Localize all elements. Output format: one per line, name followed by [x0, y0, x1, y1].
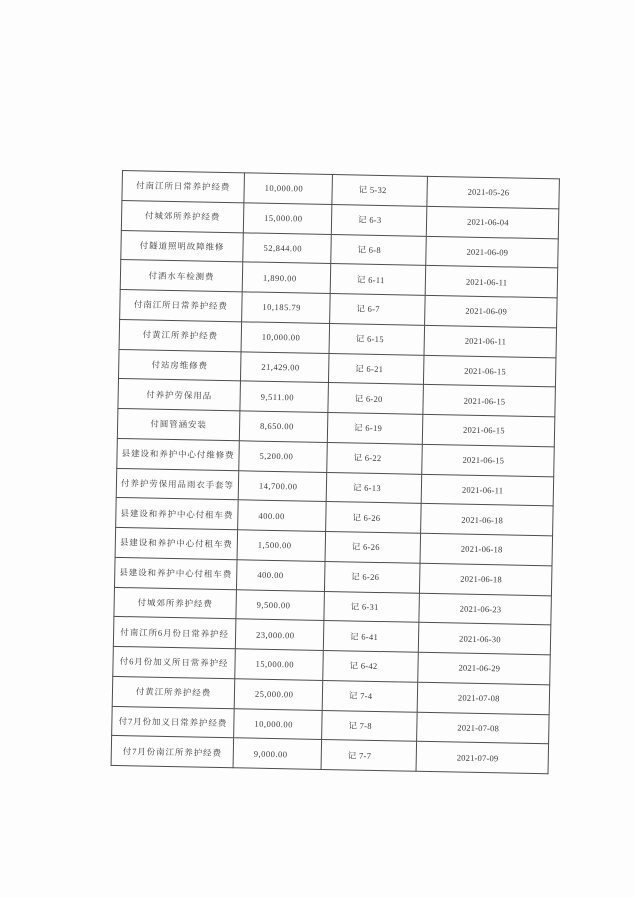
date-cell: 2021-07-08 [417, 712, 550, 744]
date-cell: 2021-06-15 [423, 385, 556, 417]
date-cell: 2021-06-11 [425, 266, 558, 298]
description-cell: 付7月份南江所养护经费 [111, 736, 234, 768]
description-cell: 付南江所日常养护经费 [122, 171, 245, 203]
date-cell: 2021-06-11 [424, 325, 557, 357]
date-cell: 2021-06-18 [419, 563, 552, 595]
voucher-cell: 记 6-41 [323, 621, 419, 653]
expense-ledger-table [111, 170, 560, 774]
date-cell: 2021-06-30 [418, 623, 551, 655]
voucher-cell: 记 7-8 [322, 710, 418, 742]
voucher-cell: 记 7-7 [321, 740, 417, 772]
voucher-cell: 记 6-13 [326, 472, 422, 504]
amount-cell: 5,200.00 [239, 441, 328, 472]
amount-cell: 10,000.00 [234, 708, 323, 739]
description-cell: 付南江所6月份日常养护经 [113, 617, 236, 649]
description-cell: 付隧道照明故障维修 [121, 230, 244, 262]
date-cell: 2021-06-23 [419, 593, 552, 625]
description-cell: 县建设和养护中心付租车费 [114, 557, 237, 589]
amount-cell: 1,500.00 [237, 530, 326, 561]
date-cell: 2021-06-18 [421, 504, 554, 536]
date-cell: 2021-06-15 [422, 414, 555, 446]
amount-cell: 9,000.00 [233, 738, 322, 769]
description-cell: 付养护劳保用品 [118, 379, 241, 411]
description-cell: 付圆管涵安装 [117, 408, 240, 440]
amount-cell: 10,000.00 [241, 322, 330, 353]
amount-cell: 400.00 [238, 500, 327, 531]
description-cell: 付南江所日常养护经费 [120, 289, 243, 321]
voucher-cell: 记 6-26 [324, 561, 420, 593]
voucher-cell: 记 6-26 [325, 531, 421, 563]
voucher-cell: 记 6-20 [328, 383, 424, 415]
description-cell: 付洒水车检测费 [120, 260, 243, 292]
amount-cell: 10,000.00 [244, 173, 333, 204]
amount-cell: 10,185.79 [242, 292, 331, 323]
amount-cell: 52,844.00 [243, 232, 332, 263]
description-cell: 付城郊所养护经费 [114, 587, 237, 619]
description-cell: 付黄江所养护经费 [119, 319, 242, 351]
date-cell: 2021-06-15 [423, 355, 556, 387]
voucher-cell: 记 6-7 [330, 294, 426, 326]
amount-cell: 1,890.00 [242, 262, 331, 293]
amount-cell: 14,700.00 [238, 470, 327, 501]
date-cell: 2021-06-09 [426, 236, 559, 268]
voucher-cell: 记 6-15 [329, 323, 425, 355]
date-cell: 2021-06-29 [418, 652, 551, 684]
date-cell: 2021-06-04 [426, 206, 559, 238]
description-cell: 县建设和养护中心付租车费 [116, 498, 239, 530]
voucher-cell: 记 6-3 [331, 204, 427, 236]
date-cell: 2021-07-08 [417, 682, 550, 714]
voucher-cell: 记 6-21 [328, 353, 424, 385]
description-cell: 县建设和养护中心付租车费 [115, 527, 238, 559]
date-cell: 2021-06-09 [425, 295, 558, 327]
voucher-cell: 记 5-32 [332, 175, 428, 207]
description-cell: 县建设和养护中心付维修费 [117, 438, 240, 470]
amount-cell: 21,429.00 [240, 351, 329, 382]
voucher-cell: 记 6-19 [327, 412, 423, 444]
date-cell: 2021-06-11 [421, 474, 554, 506]
amount-cell: 15,000.00 [235, 649, 324, 680]
description-cell: 付7月份加义日常养护经费 [112, 706, 235, 738]
date-cell: 2021-05-26 [427, 176, 560, 208]
description-cell: 付养护劳保用品雨衣手套等 [116, 468, 239, 500]
description-cell: 付站房维修费 [118, 349, 241, 381]
voucher-cell: 记 6-26 [326, 502, 422, 534]
voucher-cell: 记 6-31 [324, 591, 420, 623]
voucher-cell: 记 6-11 [330, 264, 426, 296]
date-cell: 2021-07-09 [416, 742, 549, 774]
amount-cell: 400.00 [236, 560, 325, 591]
amount-cell: 8,650.00 [239, 411, 328, 442]
amount-cell: 9,511.00 [240, 381, 329, 412]
voucher-cell: 记 6-42 [323, 650, 419, 682]
amount-cell: 15,000.00 [243, 203, 332, 234]
date-cell: 2021-06-15 [422, 444, 555, 476]
description-cell: 付黄江所养护经费 [112, 676, 235, 708]
description-cell: 付城郊所养护经费 [121, 200, 244, 232]
amount-cell: 9,500.00 [236, 589, 325, 620]
date-cell: 2021-06-18 [420, 533, 553, 565]
voucher-cell: 记 7-4 [322, 680, 418, 712]
amount-cell: 23,000.00 [235, 619, 324, 650]
amount-cell: 25,000.00 [234, 679, 323, 710]
voucher-cell: 记 6-8 [331, 234, 427, 266]
voucher-cell: 记 6-22 [327, 442, 423, 474]
description-cell: 付6月份加义所日常养护经 [113, 646, 236, 678]
